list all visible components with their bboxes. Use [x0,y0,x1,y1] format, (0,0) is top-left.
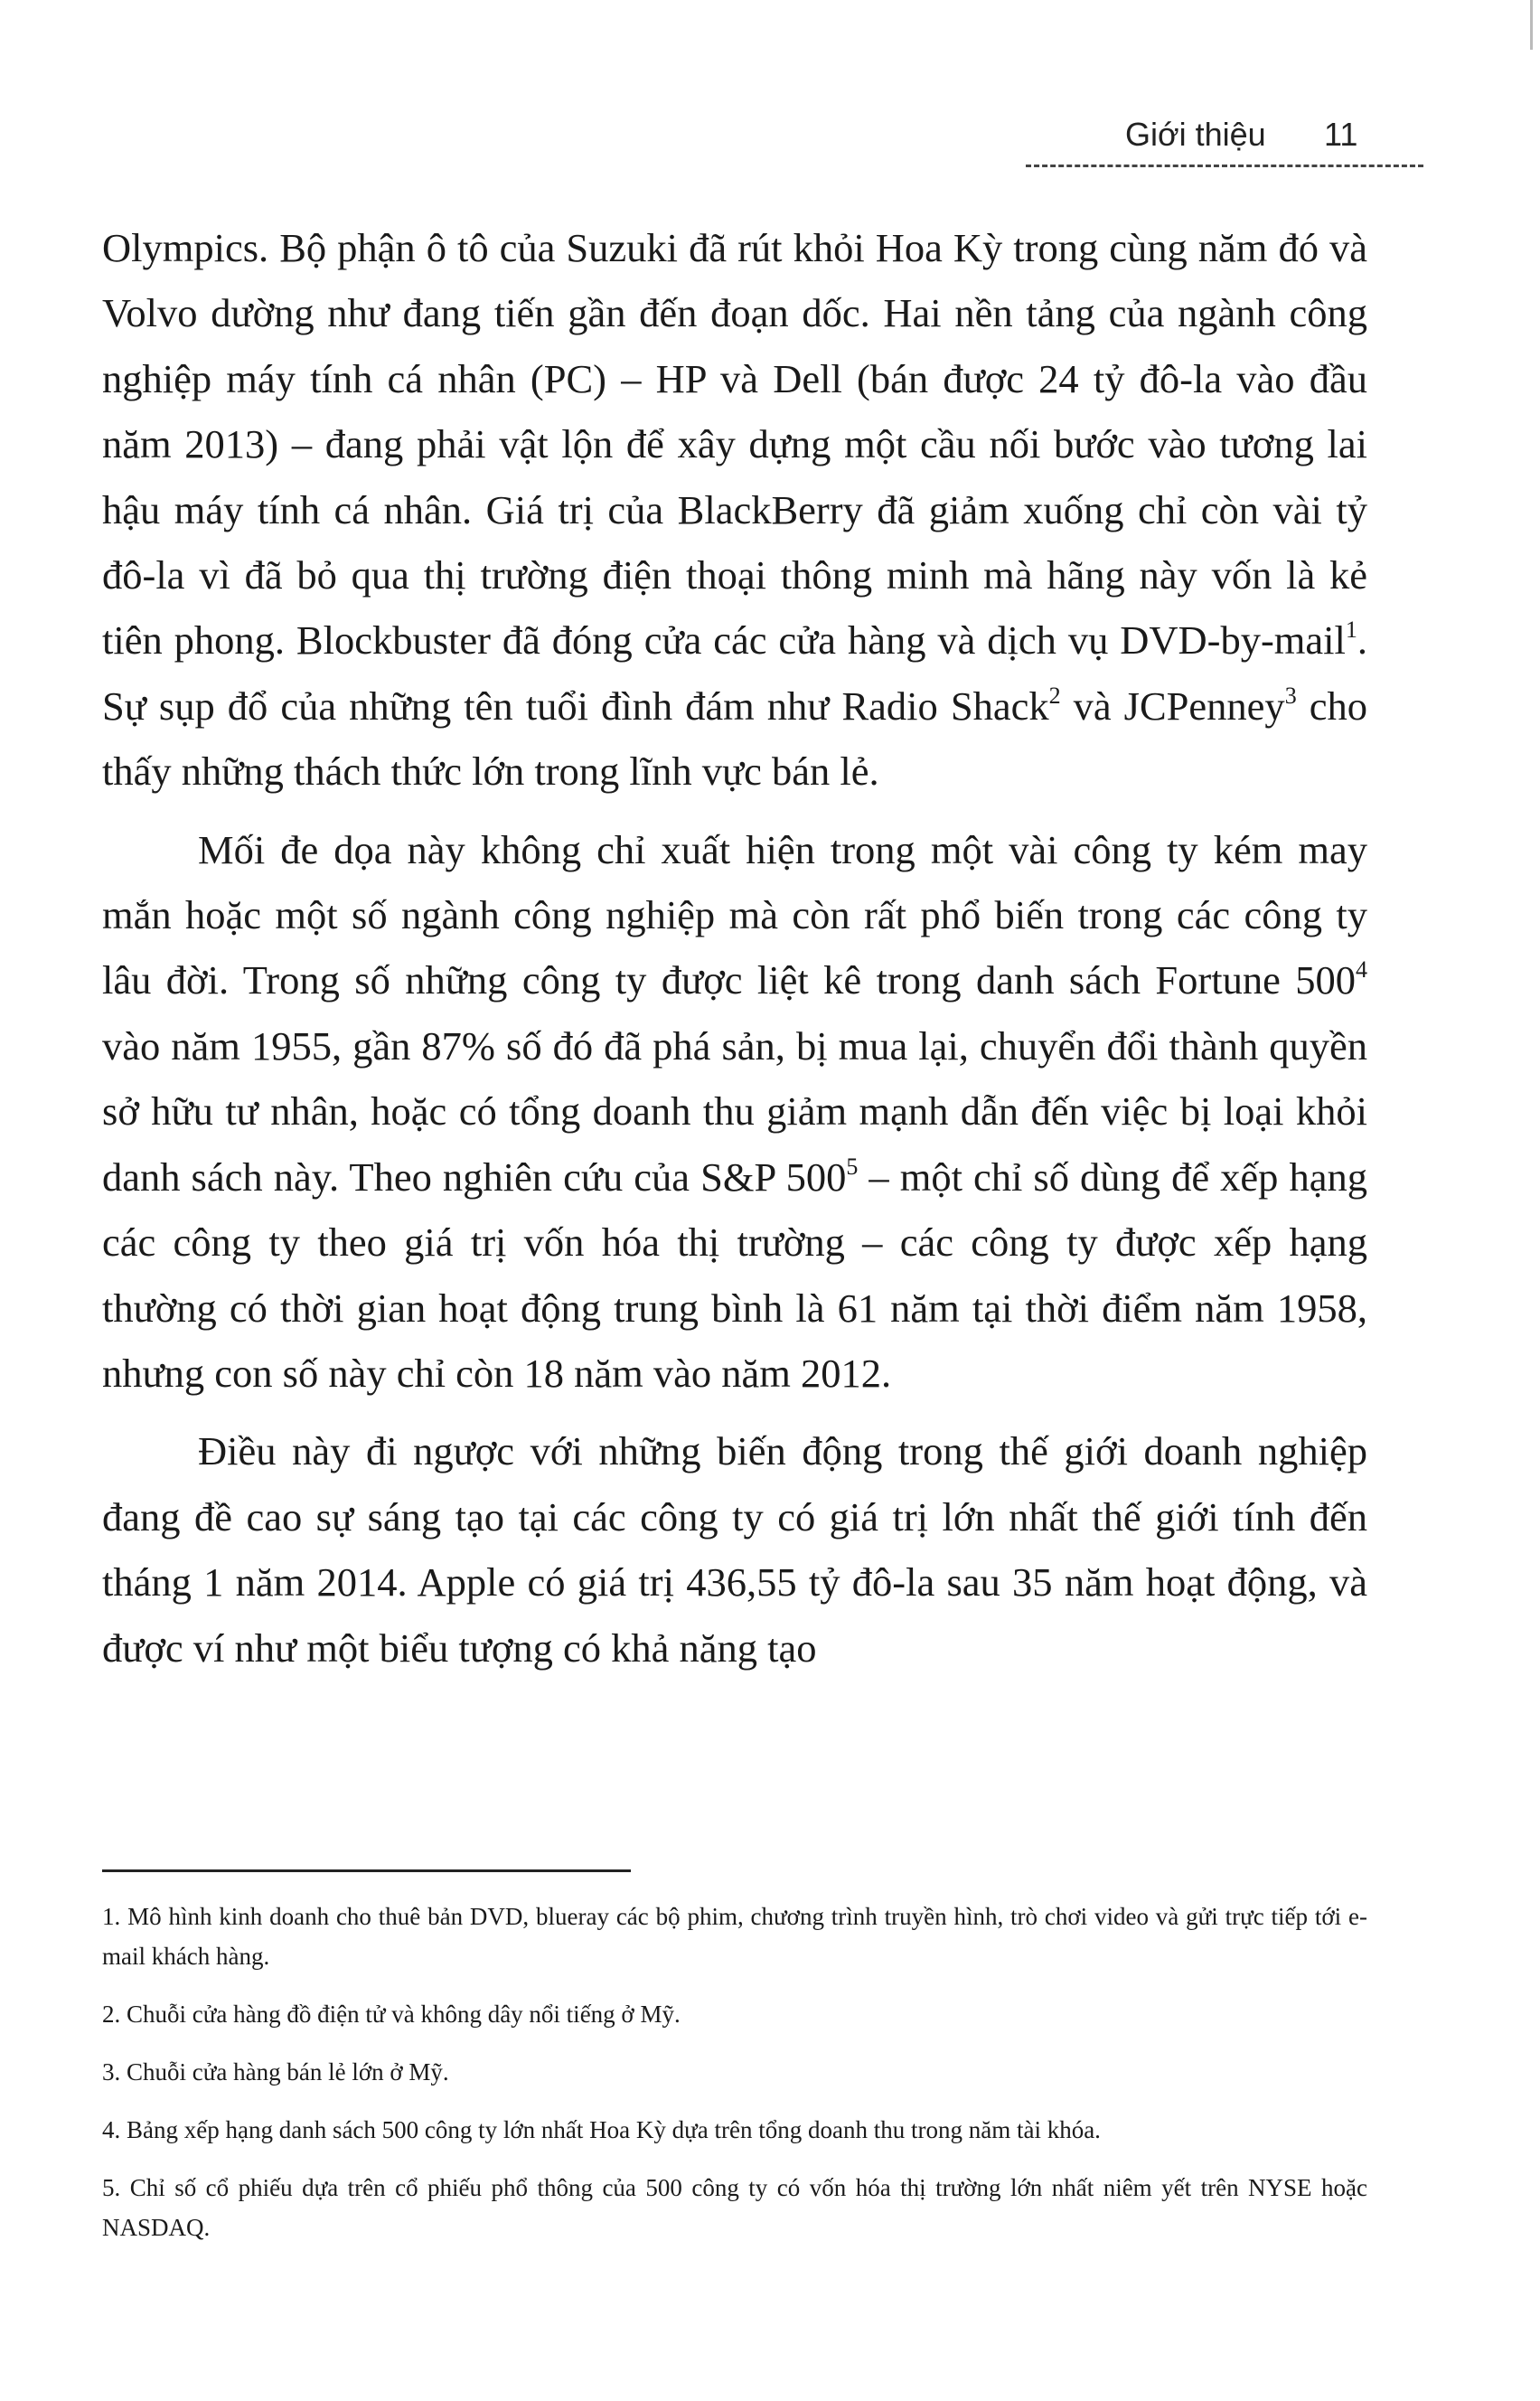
footnote-3: 3. Chuỗi cửa hàng bán lẻ lớn ở Mỹ. [102,2058,449,2086]
page-number: 11 [1324,116,1358,153]
body-text [102,215,1367,1681]
footnote-5: 5. Chỉ số cổ phiếu dựa trên cổ phiếu phổ thông của 500 công ty có vốn hóa thị trường lớn nhất niêm yết trên NYSE hoặc NASDAQ. [102,2174,1367,2241]
header-dashed-rule [1026,165,1423,167]
footnote-ref-5: 5 [846,1153,859,1180]
chapter-title: Giới thiệu [1125,116,1266,153]
footnote-ref-1: 1 [1345,617,1357,644]
footnote-1: 1. Mô hình kinh doanh cho thuê bản DVD, blueray các bộ phim, chương trình truyền hình, trò chơi video và gửi trực tiếp tới e-mail khách hàng. [102,1903,1367,1970]
footnote-separator [102,1869,631,1872]
paragraph-2: Mối đe dọa này không chỉ xuất hiện trong một vài công ty kém may mắn hoặc một số ngành công nghiệp mà còn rất phổ biến trong các công ty lâu đời. Trong số những công ty được liệt kê trong danh sách Fortune $500^4$ vào năm 1955, gần 87% số đó đã phá sản, bị mua lại, chuyển đổi thành quyền sở hữu tư nhân, hoặc có tổng doanh thu giảm mạnh dẫn đến việc bị loại khỏi danh sách này. Theo nghiên cứu của S&P $500^5$ – một chỉ số dùng để xếp hạng các công ty theo giá trị vốn hóa thị trường – các công ty được xếp hạng thường có thời gian hoạt động trung bình là 61 năm tại thời điểm năm 1958, nhưng con số này chỉ còn 18 năm vào năm 2012. [102,826,1367,1396]
paragraph-1: Olympics. Bộ phận ô tô của Suzuki đã rút khỏi Hoa Kỳ trong cùng năm đó và Volvo dường như đang tiến gần đến đoạn dốc. Hai nền tảng của ngành công nghiệp máy tính cá nhân (PC) – HP và Dell (bán được 24 tỷ đô-la vào đầu năm 2013) – đang phải vật lộn để xây dựng một cầu nối bước vào tương lai hậu máy tính cá nhân. Giá trị của BlackBerry đã giảm xuống chỉ còn vài tỷ đô-la vì đã bỏ qua thị trường điện thoại thông minh mà hãng này vốn là kẻ tiên phong. Blockbuster đã đóng cửa các cửa hàng và dịch vụ DVD-by-mail$^1$. Sự sụp đổ của những tên tuổi đình đám như Radio Shack$^2$ và JCPenney$^3$ cho thấy những thách thức lớn trong lĩnh vực bán lẻ. [102,225,1367,795]
footnote-ref-2: 2 [1048,682,1061,709]
footnotes [102,1897,1367,2265]
footnote-4: 4. Bảng xếp hạng danh sách 500 công ty lớn nhất Hoa Kỳ dựa trên tổng doanh thu trong năm tài khóa. [102,2116,1101,2143]
footnote-2: 2. Chuỗi cửa hàng đồ điện tử và không dây nổi tiếng ở Mỹ. [102,2001,681,2028]
footnote-ref-3: 3 [1284,682,1297,709]
running-header [1026,107,1423,179]
paragraph-3: Điều này đi ngược với những biến động trong thế giới doanh nghiệp đang đề cao sự sáng tạo tại các công ty có giá trị lớn nhất thế giới tính đến tháng 1 năm 2014. Apple có giá trị 436,55 tỷ đô-la sau 35 năm hoạt động, và được ví như một biểu tượng có khả năng tạo [102,1428,1367,1671]
page-edge-mark [1530,0,1533,50]
footnote-ref-4: 4 [1356,956,1367,984]
